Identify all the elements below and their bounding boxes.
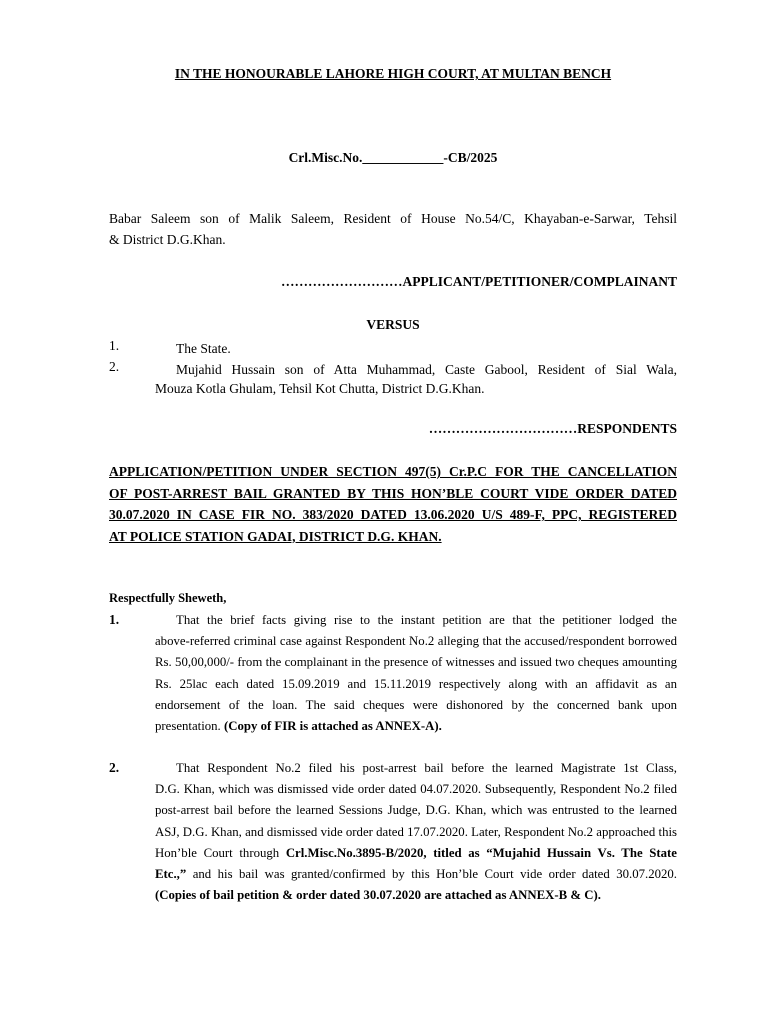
paragraph-1-first-line: That the brief facts giving rise to the instant petition are that the petitioner lodged the <box>176 613 677 627</box>
applicant-line-1: Babar Saleem son of Malik Saleem, Resident of House No.54/C, Khayaban-e-Sarwar, Tehsil <box>109 211 677 226</box>
paragraph-1-body <box>155 631 677 737</box>
paragraph-2-first-line: That Respondent No.2 filed his post-arrest bail before the learned Magistrate 1st Class, <box>176 761 677 775</box>
applicant-details <box>109 208 677 250</box>
subject-line-3: 30.07.2020 IN CASE FIR NO. 383/2020 DATED 13.06.2020 U/S 489-F, PPC, REGISTERED <box>109 507 677 522</box>
respondent-number-1: 1. <box>109 338 120 353</box>
respondents-designation: ……………………………RESPONDENTS <box>428 421 677 436</box>
paragraph-number-1: 1. <box>109 612 120 627</box>
subject-line-2: OF POST-ARREST BAIL GRANTED BY THIS HON’BLE COURT VIDE ORDER DATED <box>109 485 677 501</box>
paragraph-2-annex: (Copies of bail petition & order dated 30.07.2020 are attached as ANNEX-B & C). <box>155 888 601 903</box>
court-heading: IN THE HONOURABLE LAHORE HIGH COURT, AT MULTAN BENCH <box>174 66 612 81</box>
case-number: Crl.Misc.No.____________-CB/2025 <box>288 150 498 165</box>
applicant-line-2: & District D.G.Khan. <box>109 232 226 247</box>
respondent-2-continued: Mouza Kotla Ghulam, Tehsil Kot Chutta, District D.G.Khan. <box>155 381 485 396</box>
salutation: Respectfully Sheweth, <box>109 591 227 605</box>
paragraph-number-2: 2. <box>109 760 120 775</box>
respondent-1: The State. <box>176 341 231 356</box>
respondent-2: Mujahid Hussain son of Atta Muhammad, Caste Gabool, Resident of Sial Wala, <box>176 362 677 377</box>
paragraph-1-text: above-referred criminal case against Respondent No.2 alleging that the accused/respondent borrowed Rs. 50,00,000/- from the complainant in the presence of witnesses and issued two cheques amounting Rs. 25lac each dated 15.09.2019 and 15.11.2019 respectively along with an affidavit as an endorsement of the loan. The said cheques were dishonored by the concerned bank upon presentation. <box>155 634 677 734</box>
paragraph-2-body <box>155 779 677 907</box>
paragraph-2-case-title: Crl.Misc.No.3895-B/2020, titled as “Mujahid Hussain Vs. The State Etc.,” <box>155 845 677 882</box>
respondent-number-2: 2. <box>109 359 120 374</box>
petition-subject <box>109 461 677 547</box>
subject-line-4: AT POLICE STATION GADAI, DISTRICT D.G. KHAN. <box>109 528 442 544</box>
paragraph-2-text-cont: and his bail was granted/confirmed by this Hon’ble Court vide order dated 30.07.2020. <box>186 867 677 882</box>
applicant-designation: ………………………APPLICANT/PETITIONER/COMPLAINANT <box>280 274 677 289</box>
versus-heading: VERSUS <box>366 317 420 332</box>
paragraph-2-text: D.G. Khan, which was dismissed vide order dated 04.07.2020. Subsequently, Respondent No.2 filed post-arrest bail before the learned Sessions Judge, D.G. Khan, which was entrusted to the learned ASJ, D.G. Khan, and dismissed vide order dated 17.07.2020. Later, Respondent No.2 approached this Hon’ble Court through <box>155 782 677 860</box>
subject-line-1: APPLICATION/PETITION UNDER SECTION 497(5) Cr.P.C FOR THE CANCELLATION <box>109 464 677 479</box>
paragraph-1-annex: (Copy of FIR is attached as ANNEX-A). <box>223 719 442 734</box>
